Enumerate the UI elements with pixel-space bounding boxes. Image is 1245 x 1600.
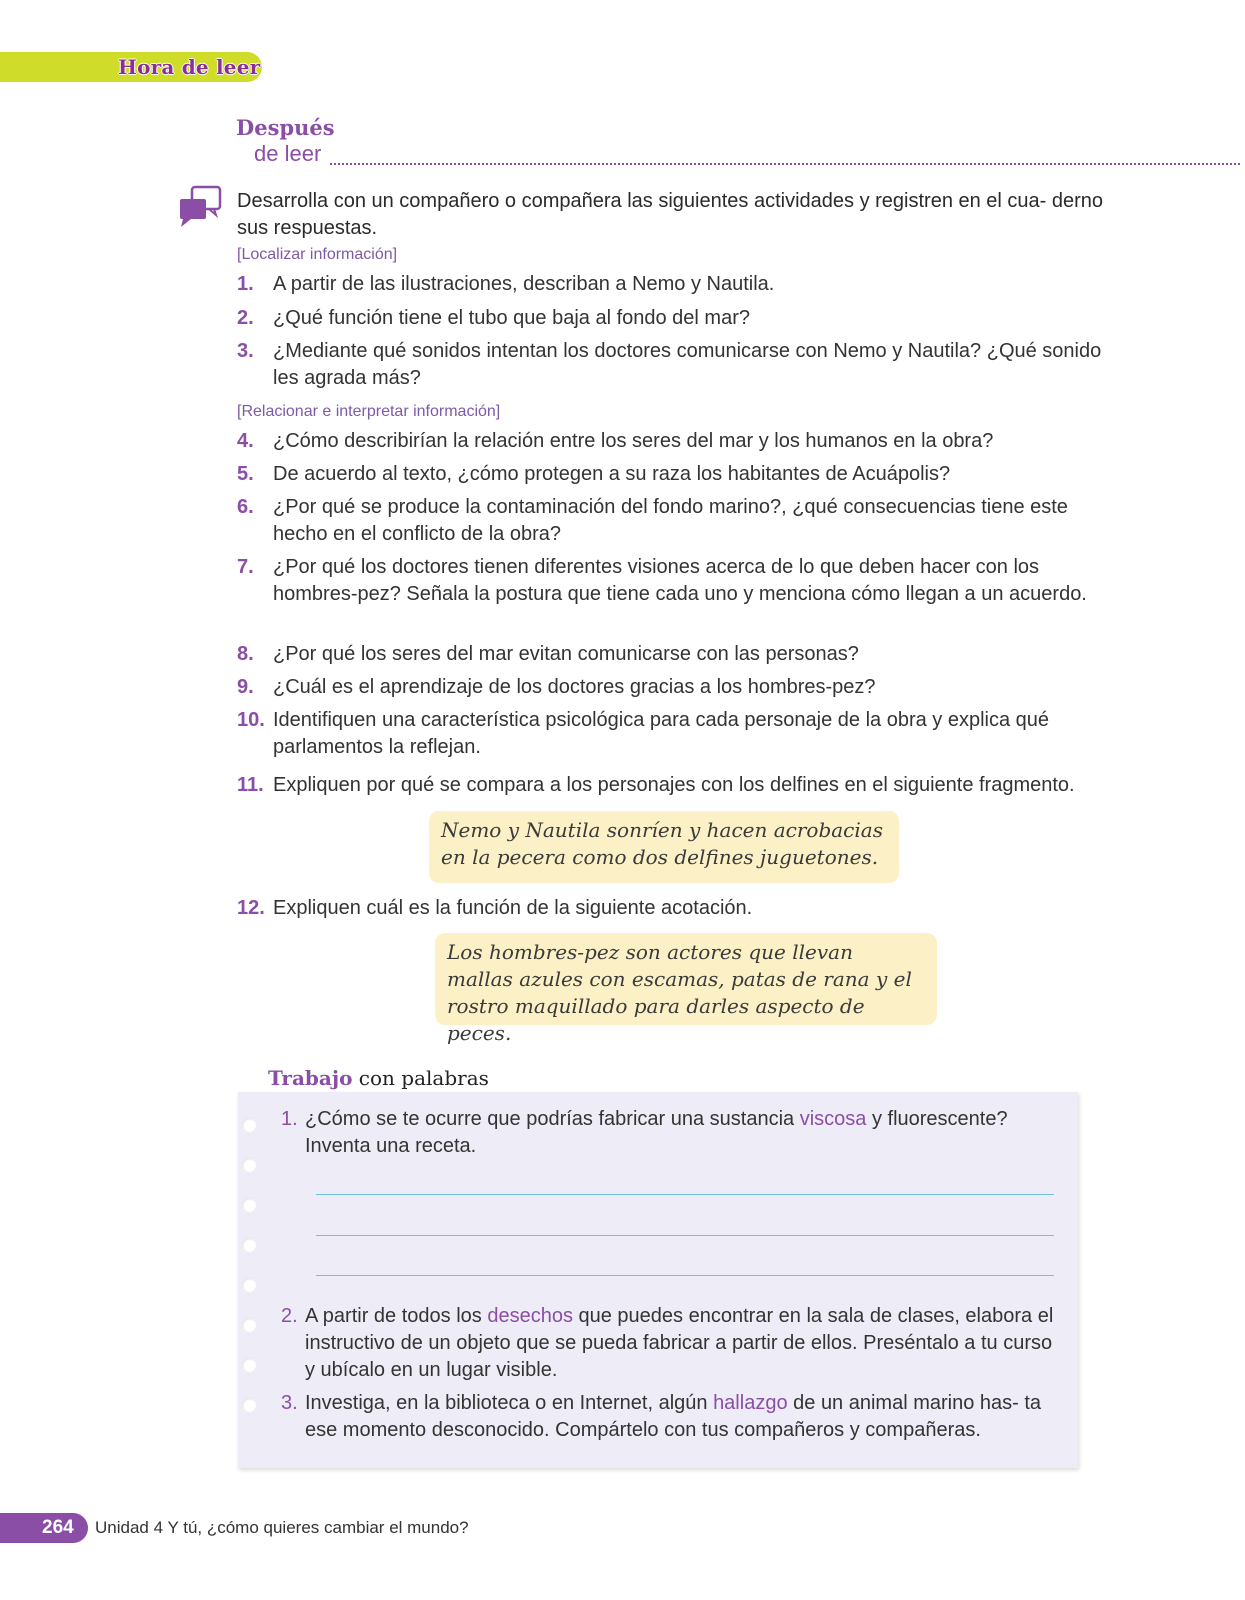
- answer-line[interactable]: [316, 1275, 1054, 1276]
- question-number: 2.: [237, 307, 254, 329]
- vocab-item-number: 1.: [281, 1108, 298, 1130]
- chat-bubbles-icon: [178, 185, 224, 231]
- quote-fragment: Nemo y Nautila sonríen y hacen acrobacias en la pecera como dos delfines juguetones.: [429, 811, 899, 883]
- binder-hole: [242, 1158, 256, 1172]
- vocab-item: [281, 1106, 1061, 1160]
- vocab-title-bold: Trabajo: [268, 1066, 353, 1090]
- question-number: 10.: [237, 709, 265, 731]
- question-text: Identifiquen una característica psicológica para cada personaje de la obra y explica qué parlamentos la reflejan.: [273, 709, 1050, 758]
- question-item: [237, 271, 1117, 298]
- question-item: [237, 674, 1117, 701]
- section-title-line1: Después: [236, 115, 335, 140]
- vocab-section-title: [268, 1066, 489, 1090]
- question-text: ¿Por qué los seres del mar evitan comunicarse con las personas?: [273, 643, 859, 665]
- question-text: ¿Por qué los doctores tienen diferentes visiones acerca de lo que deben hacer con los hombres-pez? Señala la postura que tiene cada uno y menciona cómo llegan a un acuerdo.: [273, 556, 1087, 605]
- binder-hole: [242, 1238, 256, 1252]
- binder-hole: [242, 1198, 256, 1212]
- question-item: [237, 895, 1117, 922]
- binder-hole: [242, 1318, 256, 1332]
- answer-line[interactable]: [316, 1194, 1054, 1195]
- vocab-item: [281, 1390, 1061, 1444]
- highlight-word: hallazgo: [713, 1392, 788, 1414]
- binder-hole: [242, 1358, 256, 1372]
- question-item: [237, 305, 1117, 332]
- highlight-word: viscosa: [799, 1108, 867, 1130]
- binder-hole: [242, 1278, 256, 1292]
- highlight-word: desechos: [487, 1305, 573, 1327]
- question-item: [237, 772, 1137, 799]
- question-number: 1.: [237, 273, 254, 295]
- question-number: 7.: [237, 556, 254, 578]
- label-localizar: [Localizar información]: [237, 246, 398, 263]
- heading-divider: [330, 163, 1240, 165]
- question-item: [237, 641, 1117, 668]
- question-text: ¿Cuál es el aprendizaje de los doctores gracias a los hombres-pez?: [273, 676, 876, 698]
- section-tab: [0, 52, 262, 82]
- question-number: 5.: [237, 463, 254, 485]
- question-item: [237, 428, 1117, 455]
- question-number: 11.: [237, 774, 264, 796]
- vocab-item-text: A partir de todos los desechos que puedes encontrar en la sala de clases, elabora el instructivo de un objeto que se pueda fabricar a partir de ellos. Preséntalo a tu curso y ubícalo en un lugar visible.: [305, 1305, 1054, 1381]
- question-text: ¿Cómo describirían la relación entre los seres del mar y los humanos en la obra?: [273, 430, 994, 452]
- label-relacionar: [Relacionar e interpretar información]: [237, 403, 501, 420]
- vocab-item: [281, 1303, 1061, 1384]
- question-number: 4.: [237, 430, 254, 452]
- section-title-line2: de leer: [254, 141, 322, 166]
- unit-title: Unidad 4 Y tú, ¿cómo quieres cambiar el mundo?: [95, 1518, 469, 1537]
- binder-hole: [242, 1118, 256, 1132]
- question-number: 8.: [237, 643, 254, 665]
- question-number: 9.: [237, 676, 254, 698]
- quote-stage-direction: Los hombres-pez son actores que llevan mallas azules con escamas, patas de rana y el rostro maquillado para darles aspecto de peces.: [435, 933, 937, 1025]
- question-item: [237, 554, 1117, 608]
- vocab-title-rest: con palabras: [352, 1066, 489, 1090]
- question-item: [237, 494, 1117, 548]
- question-number: 3.: [237, 340, 254, 362]
- vocab-item-number: 3.: [281, 1392, 298, 1414]
- section-tab-label: Hora de leer: [118, 55, 261, 79]
- question-text: Expliquen por qué se compara a los personajes con los delfines en el siguiente fragmento.: [273, 774, 1075, 796]
- question-number: 12.: [237, 897, 265, 919]
- question-text: A partir de las ilustraciones, describan a Nemo y Nautila.: [273, 273, 775, 295]
- activity-instructions: Desarrolla con un compañero o compañera las siguientes actividades y registren en el cua- derno sus respuestas.: [237, 190, 1104, 239]
- page-number: 264: [42, 1517, 74, 1538]
- question-text: ¿Qué función tiene el tubo que baja al fondo del mar?: [273, 307, 750, 329]
- vocab-item-number: 2.: [281, 1305, 298, 1327]
- question-item: [237, 707, 1117, 761]
- answer-line[interactable]: [316, 1235, 1054, 1236]
- question-text: Expliquen cuál es la función de la siguiente acotación.: [273, 897, 753, 919]
- question-item: [237, 338, 1117, 392]
- binder-hole: [242, 1398, 256, 1412]
- question-number: 6.: [237, 496, 254, 518]
- question-text: ¿Mediante qué sonidos intentan los doctores comunicarse con Nemo y Nautila? ¿Qué sonido les agrada más?: [273, 340, 1102, 389]
- vocab-item-text: ¿Cómo se te ocurre que podrías fabricar una sustancia viscosa y fluorescente? Inventa una receta.: [305, 1108, 1008, 1157]
- question-text: De acuerdo al texto, ¿cómo protegen a su raza los habitantes de Acuápolis?: [273, 463, 951, 485]
- question-text: ¿Por qué se produce la contaminación del fondo marino?, ¿qué consecuencias tiene este hecho en el conflicto de la obra?: [273, 496, 1068, 545]
- page-number-tab: [0, 1513, 88, 1543]
- question-item: [237, 461, 1117, 488]
- vocab-item-text: Investiga, en la biblioteca o en Internet, algún hallazgo de un animal marino has- ta ese momento desconocido. Compártelo con tus compañeros y compañeras.: [305, 1392, 1042, 1441]
